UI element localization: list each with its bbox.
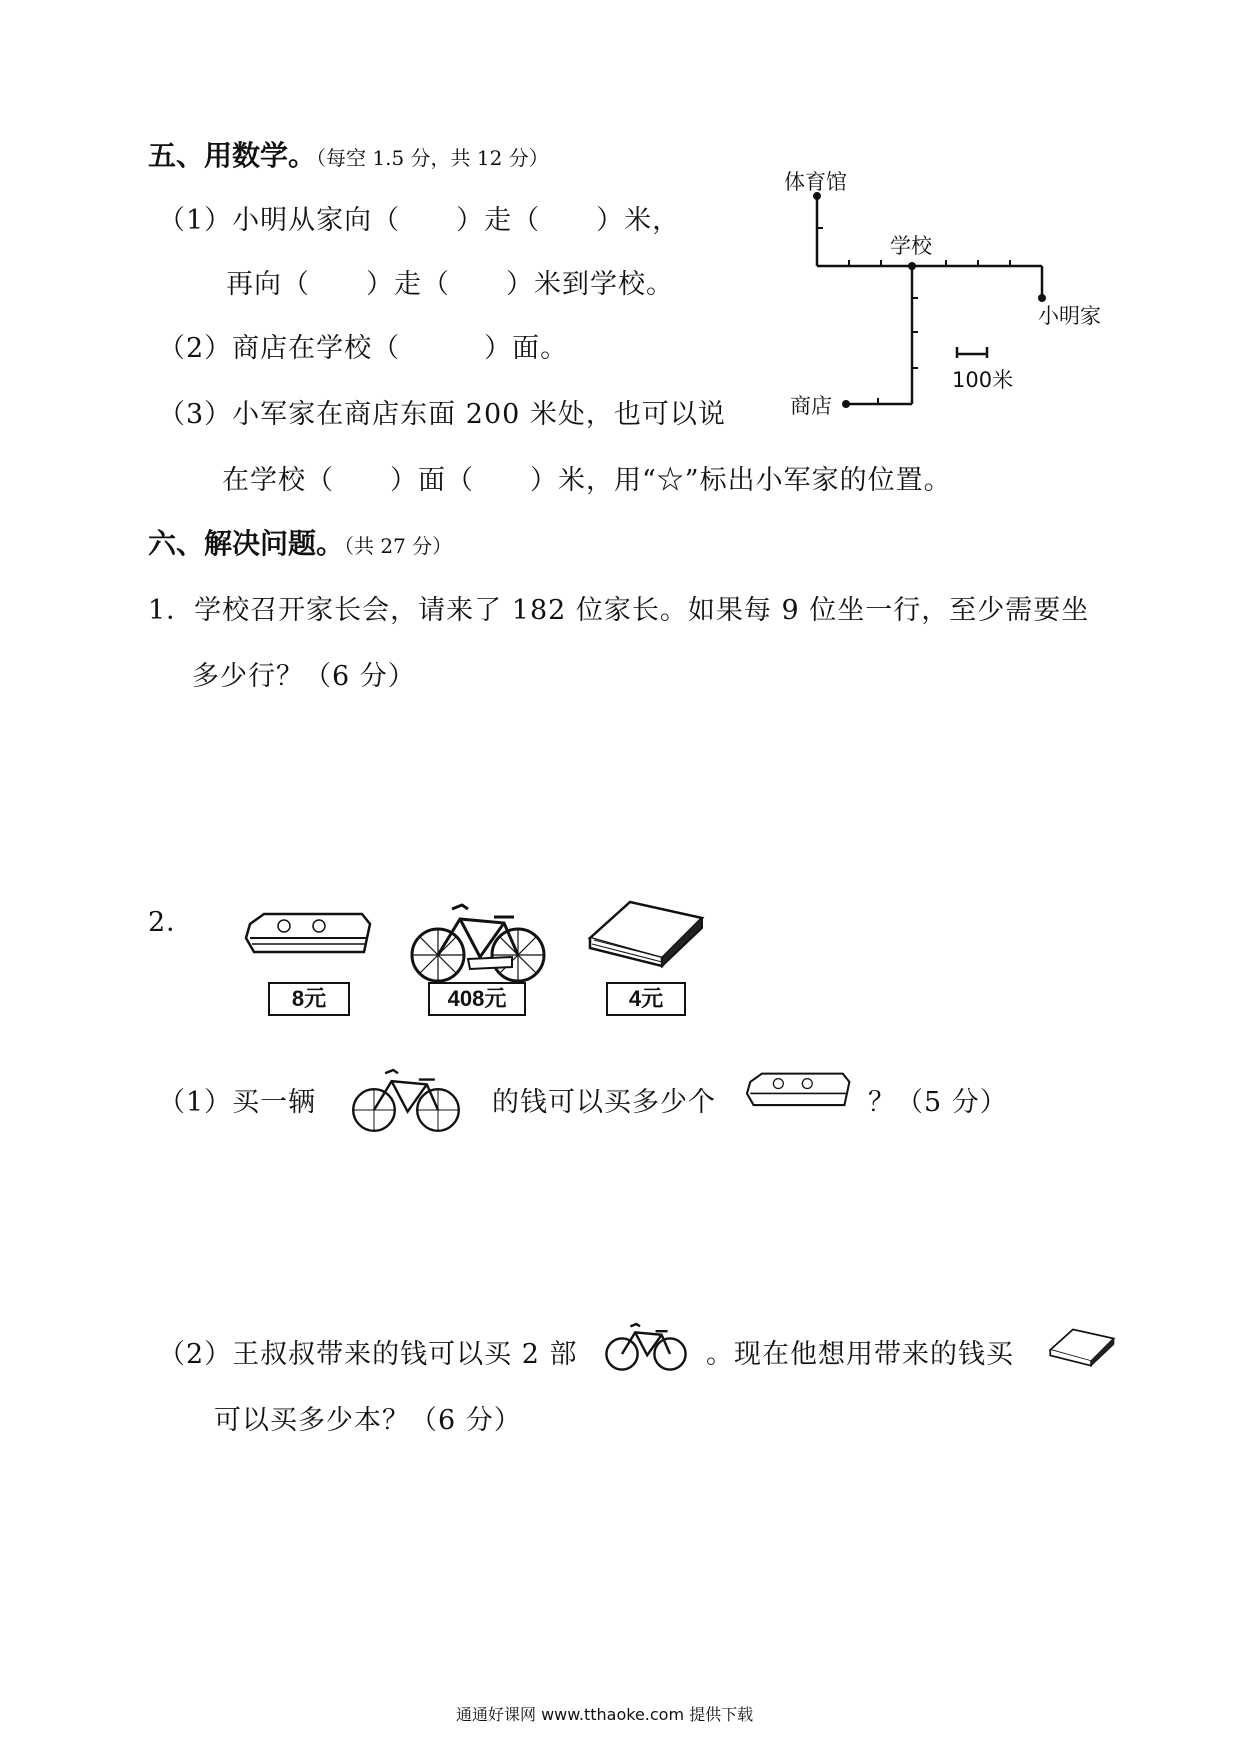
book-icon <box>1048 1326 1116 1368</box>
problem1-line1: 1．学校召开家长会，请来了 182 位家长。如果每 9 位坐一行，至少需要坐 <box>148 595 1090 626</box>
school-dot <box>908 262 916 270</box>
p2-q1-prefix: （1）买一辆 <box>158 1087 317 1118</box>
q2-line: （2）商店在学校（ ）面。 <box>158 333 569 364</box>
section6-score: （共 27 分） <box>344 534 453 558</box>
map-gym-label: 体育馆 <box>784 170 847 194</box>
bicycle-icon <box>408 895 548 985</box>
map-scale-label: 100米 <box>952 368 1014 392</box>
bicycle-icon <box>342 1062 470 1134</box>
p2-q1-middle: 的钱可以买多少个 <box>492 1087 716 1118</box>
section6-heading <box>148 522 452 562</box>
section5-title: 五、用数学。 <box>148 139 317 172</box>
bicycle-icon <box>604 1318 688 1372</box>
q1-line2: 再向（ ）走（ ）米到学校。 <box>226 269 674 300</box>
footer-source: 通通好课网 www.tthaoke.com 提供下载 <box>456 1705 754 1724</box>
p2-q2-prefix: （2）王叔叔带来的钱可以买 2 部 <box>158 1339 578 1370</box>
problem1-line2: 多少行？（6 分） <box>192 661 416 692</box>
map-school-label: 学校 <box>890 234 932 258</box>
map-shop-label: 商店 <box>790 394 832 418</box>
p2-q1-suffix: ？（5 分） <box>868 1087 1008 1118</box>
p2-q2-middle: 。现在他想用带来的钱买 <box>706 1339 1014 1370</box>
pencil-box-icon <box>244 912 374 958</box>
q1-line1: （1）小明从家向（ ）走（ ）米， <box>158 205 681 236</box>
map-home-label: 小明家 <box>1038 304 1101 328</box>
book-price: 4元 <box>606 982 686 1016</box>
shop-dot <box>842 400 850 408</box>
q3-line1: （3）小军家在商店东面 200 米处，也可以说 <box>158 399 726 430</box>
p2-q2-line2: 可以买多少本？（6 分） <box>214 1405 522 1436</box>
q3-line2: 在学校（ ）面（ ）米，用“☆”标出小军家的位置。 <box>222 465 952 496</box>
section6-title: 六、解决问题。 <box>148 527 345 560</box>
problem2-number: 2． <box>148 907 195 938</box>
section5-score: （每空 1.5 分，共 12 分） <box>316 146 549 170</box>
book-icon <box>586 898 706 968</box>
bicycle-price: 408元 <box>428 982 526 1016</box>
pencil-box-icon <box>744 1072 854 1110</box>
pencil-box-price: 8元 <box>268 982 350 1016</box>
